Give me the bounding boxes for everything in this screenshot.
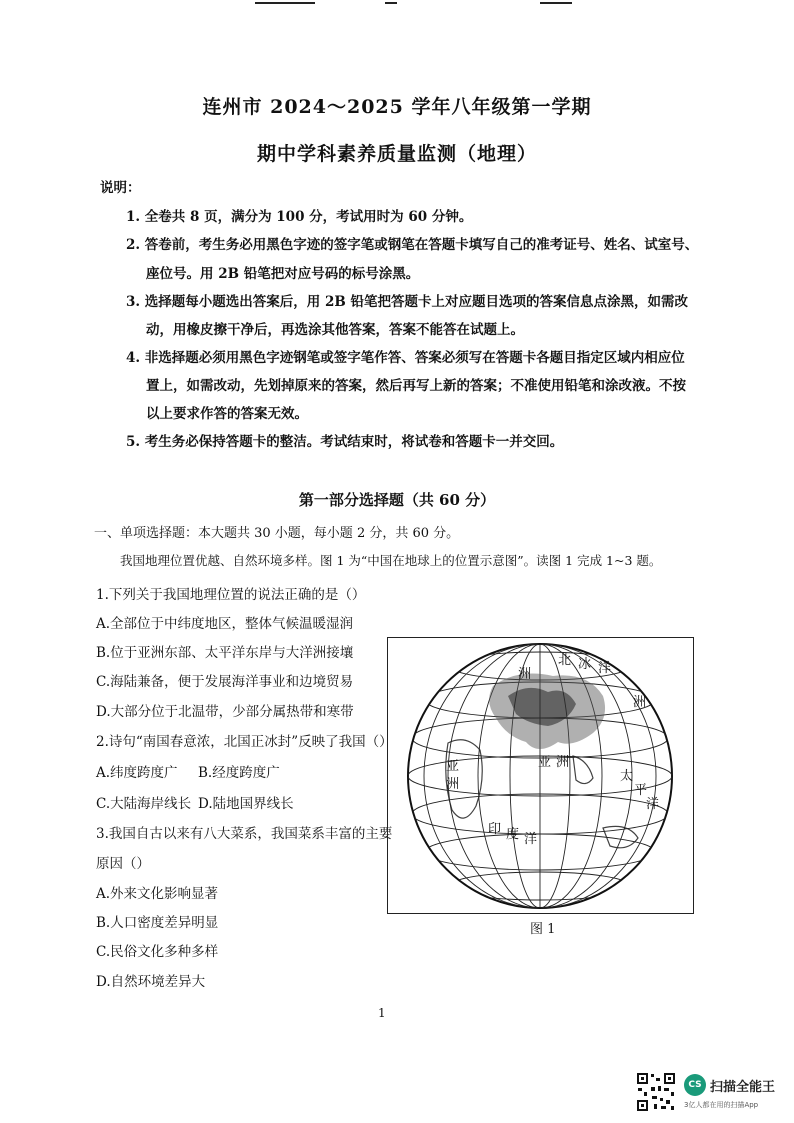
exam-subtitle: 期中学科素养质量监测（地理） [256,143,537,165]
page-number: 1 [378,1006,386,1020]
svg-text:洋: 洋 [598,661,612,676]
scan-mark [540,2,572,4]
instruction-line: 3. 选择题每小题选出答案后，用 2B 铅笔把答题卡上对应题目选项的答案信息点涂黑，如需改 [126,294,688,310]
scan-mark [255,2,315,4]
svg-text:洲: 洲 [446,777,460,792]
question-1-option-b: B.位于亚洲东部、太平洋东岸与大洋洲接壤 [96,645,354,661]
question-1-option-c: C.海陆兼备，便于发展海洋事业和边境贸易 [96,674,354,690]
svg-text:太: 太 [620,769,634,784]
question-3-option-d: D.自然环境差异大 [96,974,206,990]
instruction-line: 以上要求作答的答案无效。 [146,406,308,422]
figure-1-globe-map [387,637,694,914]
svg-text:平: 平 [634,783,648,798]
scan-mark [385,2,397,4]
question-3-option-b: B.人口密度差异明显 [96,915,219,931]
svg-text:印: 印 [488,822,502,837]
svg-text:亚: 亚 [538,755,552,770]
instruction-line: 2. 答卷前，考生务必用黑色字迹的签字笔或钢笔在答题卡填写自己的准考证号、姓名、试室号、 [126,237,699,253]
instructions-heading: 说明： [100,180,141,196]
question-2-option-c: C.大陆海岸线长 [96,796,192,812]
instruction-line: 动，用橡皮擦干净后，再选涂其他答案，答案不能答在试题上。 [146,322,524,338]
instruction-line: 4. 非选择题必须用黑色字迹钢笔或签字笔作答、答案必须写在答题卡各题目指定区域内相应位 [126,350,685,366]
question-3-stem: 3.我国自古以来有八大菜系，我国菜系丰富的主要 [96,826,393,842]
part1-heading: 第一部分选择题（共 60 分） [298,491,496,509]
question-2-option-d: D.陆地国界线长 [198,796,294,812]
question-2-option-a: A.纬度跨度广 [96,765,178,781]
instruction-line: 置上，如需改动，先划掉原来的答案，然后再写上新的答案；不准使用铅笔和涂改液。不按 [146,378,686,394]
question-3-option-c: C.民俗文化多种多样 [96,944,219,960]
svg-text:洋: 洋 [524,832,538,847]
svg-text:亚: 亚 [446,759,460,774]
instruction-line: 1. 全卷共 8 页，满分为 100 分，考试用时为 60 分钟。 [126,209,473,225]
instruction-line: 5. 考生务必保持答题卡的整洁。考试结束时，将试卷和答题卡一并交回。 [126,434,564,450]
question-2-option-b: B.经度跨度广 [198,765,280,781]
passage: 我国地理位置优越、自然环境多样。图 1 为“中国在地球上的位置示意图”。读图 1 完成 1~3 题。 [120,553,662,568]
camscanner-logo-icon: CS [684,1074,706,1096]
brand-tagline: 3亿人都在用的扫描App [684,1101,759,1109]
globe-illustration [388,638,693,913]
question-1-option-d: D.大部分位于北温带，少部分属热带和寒带 [96,704,354,720]
question-2-stem: 2.诗句“南国春意浓，北国正冰封”反映了我国（） [96,734,393,750]
svg-text:冰: 冰 [578,657,592,672]
question-1-option-a: A.全部位于中纬度地区，整体气候温暖湿润 [96,616,354,632]
instruction-line: 座位号。用 2B 铅笔把对应号码的标号涂黑。 [146,266,420,282]
section-intro: 一、单项选择题：本大题共 30 小题，每小题 2 分，共 60 分。 [94,526,460,541]
question-1-stem: 1.下列关于我国地理位置的说法正确的是（） [96,587,366,603]
svg-text:度: 度 [506,827,520,842]
svg-text:洲: 洲 [556,755,570,770]
figure-1-caption: 图 1 [530,922,556,937]
exam-title: 连州市 2024～2025 学年八年级第一学期 [202,96,592,118]
question-3-stem-cont: 原因（） [96,856,150,872]
question-3-option-a: A.外来文化影响显著 [96,886,219,902]
qr-code-icon [636,1072,676,1112]
svg-text:洲: 洲 [518,667,532,682]
brand-name: 扫描全能王 [710,1080,776,1095]
svg-text:洋: 洋 [646,797,660,812]
svg-text:北: 北 [558,653,572,668]
svg-text:洲: 洲 [633,695,647,710]
